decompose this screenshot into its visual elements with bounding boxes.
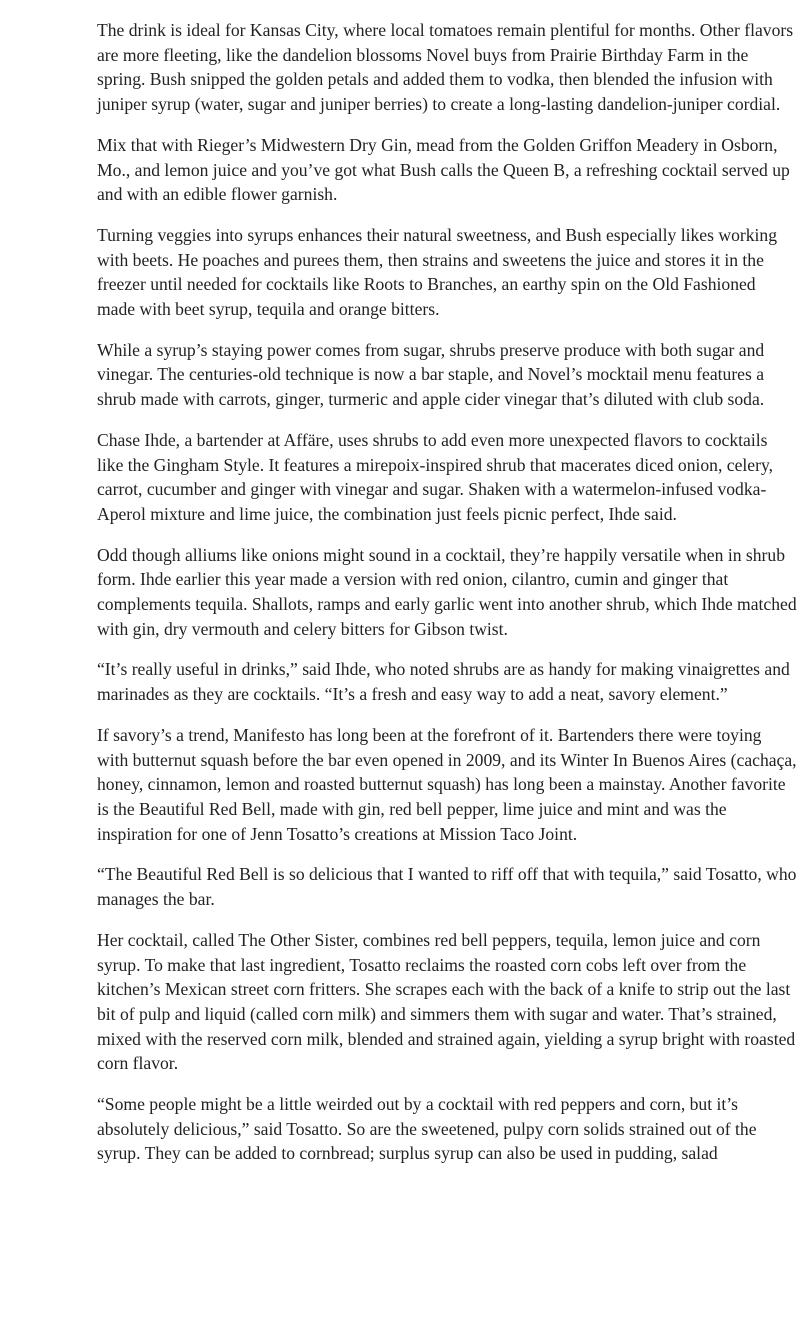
paragraph-6: Odd though alliums like onions might sound in a cocktail, they’re happily versatile when in shrub form. Ihde earlier this year made a version with red onion, cilantro, cumin and ginger that complements tequila. Shallots, ramps and early garlic went into another shrub, which Ihde matched with gin, dry vermouth and celery bitters for Gibson twist.	[97, 544, 797, 639]
article-body	[97, 18, 797, 1182]
paragraph-5: Chase Ihde, a bartender at Affäre, uses shrubs to add even more unexpected flavors to cocktails like the Gingham Style. It features a mirepoix-inspired shrub that macerates diced onion, celery, carrot, cucumber and ginger with vinegar and sugar. Shaken with a watermelon-infused vodka-Aperol mixture and lime juice, the combination just feels picnic perfect, Ihde said.	[97, 429, 773, 524]
paragraph-10: Her cocktail, called The Other Sister, combines red bell peppers, tequila, lemon juice and corn syrup. To make that last ingredient, Tosatto reclaims the roasted corn cobs left over from the kitchen’s Mexican street corn fritters. She scrapes each with the back of a knife to strip out the last bit of pulp and liquid (called corn milk) and simmers them with sugar and water. That’s strained, mixed with the reserved corn milk, blended and strained again, yielding a syrup bright with roasted corn flavor.	[97, 929, 796, 1074]
paragraph-8: If savory’s a trend, Manifesto has long been at the forefront of it. Bartenders there were toying with butternut squash before the bar even opened in 2009, and its Winter In Buenos Aires (cachaça, honey, cinnamon, lemon and roasted butternut squash) has long been a mainstay. Another favorite is the Beautiful Red Bell, made with gin, red bell pepper, lime juice and mint and was the inspiration for one of Jenn Tosatto’s creations at Mission Taco Joint.	[97, 724, 797, 844]
paragraph-9: “The Beautiful Red Bell is so delicious that I wanted to riff off that with tequila,” said Tosatto, who manages the bar.	[97, 864, 797, 910]
paragraph-11: “Some people might be a little weirded out by a cocktail with red peppers and corn, but it’s absolutely delicious,” said Tosatto. So are the sweetened, pulpy corn solids strained out of the syrup. They can be added to cornbread; surplus syrup can also be used in pudding, salad	[97, 1094, 757, 1164]
paragraph-1: The drink is ideal for Kansas City, where local tomatoes remain plentiful for months. Other flavors are more fleeting, like the dandelion blossoms Novel buys from Prairie Birthday Farm in the spring. Bush snipped the golden petals and added them to vodka, then blended the infusion with juniper syrup (water, sugar and juniper berries) to create a long-lasting dandelion-juniper cordial.	[97, 20, 794, 115]
paragraph-3: Turning veggies into syrups enhances their natural sweetness, and Bush especially likes working with beets. He poaches and purees them, then strains and sweetens the juice and stores it in the freezer until needed for cocktails like Roots to Branches, an earthy spin on the Old Fashioned made with beet syrup, tequila and orange bitters.	[97, 224, 778, 320]
paragraph-7: “It’s really useful in drinks,” said Ihde, who noted shrubs are as handy for making vinaigrettes and marinades as they are cocktails. “It’s a fresh and easy way to add a neat, savory element.”	[97, 659, 790, 705]
paragraph-2: Mix that with Rieger’s Midwestern Dry Gin, mead from the Golden Griffon Meadery in Osborn, Mo., and lemon juice and you’ve got what Bush calls the Queen B, a refreshing cocktail served up and with an edible flower garnish.	[97, 134, 790, 205]
paragraph-4: While a syrup’s staying power comes from sugar, shrubs preserve produce with both sugar and vinegar. The centuries-old technique is now a bar staple, and Novel’s mocktail menu features a shrub made with carrots, ginger, turmeric and apple cider vinegar that’s diluted with club soda.	[97, 339, 765, 410]
